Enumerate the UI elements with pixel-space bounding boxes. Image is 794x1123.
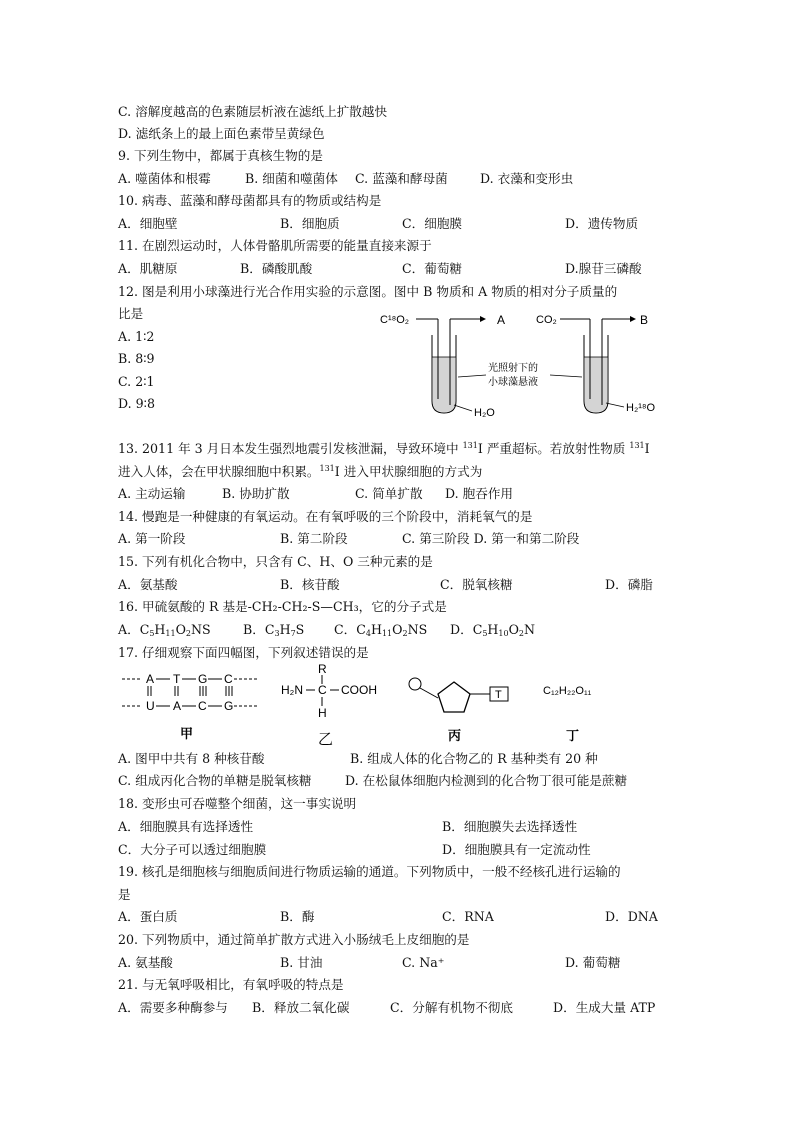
q18-option-d: D．细胞膜具有一定流动性	[442, 842, 591, 857]
q12-option-c: C. 2∶1	[118, 374, 155, 389]
right-gas-label: CO₂	[536, 314, 557, 326]
q19-option-d: D．DNA	[605, 909, 658, 924]
label-jia: 甲	[180, 726, 194, 741]
q12-diagram	[370, 305, 670, 425]
dna-bottom-0: U	[146, 699, 155, 713]
q18-stem: 18. 变形虫可吞噬整个细菌，这一事实说明	[118, 796, 357, 811]
q13-option-a: A. 主动运输	[118, 486, 186, 501]
q16-stem: 16. 甲硫氨酸的 R 基是-CH₂-CH₂-S—CH₃，它的分子式是	[118, 599, 447, 614]
base-t: T	[495, 689, 502, 701]
aa-cooh: COOH	[341, 683, 377, 697]
aa-r: R	[318, 664, 327, 676]
q11-option-c: C．葡萄糖	[402, 261, 463, 276]
q9-option-c: C. 蓝藻和酵母菌	[355, 171, 448, 186]
q20-stem: 20. 下列物质中，通过简单扩散方式进入小肠绒毛上皮细胞的是	[118, 932, 470, 947]
q16-option-c: C．$C_4H_{11}O_2NS$	[334, 622, 428, 638]
q20-option-a: A. 氨基酸	[118, 955, 173, 970]
q17-diagram	[118, 664, 618, 748]
figure-bing	[409, 678, 508, 743]
q15-stem: 15. 下列有机化合物中，只含有 C、H、O 三种元素的是	[118, 554, 433, 569]
q9-option-d: D. 衣藻和变形虫	[480, 171, 574, 186]
q14-stem: 14. 慢跑是一种健康的有氧运动。在有氧呼吸的三个阶段中，消耗氧气的是	[118, 509, 533, 524]
label-yi: 乙	[318, 731, 334, 748]
q11-option-a: A．肌糖原	[118, 261, 178, 276]
q13-stem: 13. 2011 年 3 月日本发生强烈地震引发核泄漏，导致环境中 $^{131}$I 严重超标。若放射性物质 $^{131}$I	[118, 441, 650, 456]
q20-option-d: D. 葡萄糖	[565, 955, 621, 970]
q20-option-c: C. Na⁺	[402, 955, 445, 970]
q21-stem: 21. 与无氧呼吸相比，有氧呼吸的特点是	[118, 977, 344, 992]
right-water-label: H₂¹⁸O	[626, 402, 656, 414]
q12-option-d: D. 9∶8	[118, 396, 155, 411]
q19-option-b: B．酶	[280, 909, 315, 924]
q10-option-a: A．细胞壁	[118, 216, 178, 231]
q11-option-d: D.腺苷三磷酸	[565, 261, 642, 276]
dna-bottom-3: G	[224, 699, 234, 713]
q21-option-b: B．释放二氧化碳	[252, 1000, 350, 1015]
q9-option-a: A. 噬菌体和根霉	[118, 171, 211, 186]
q15-option-c: C．脱氧核糖	[440, 577, 513, 592]
q11-option-b: B．磷酸肌酸	[240, 261, 313, 276]
dna-bottom-1: A	[173, 699, 182, 713]
q21-option-d: D．生成大量 ATP	[553, 1000, 656, 1015]
q17-option-c: C. 组成丙化合物的单糖是脱氧核糖	[118, 773, 312, 788]
right-out-label: B	[640, 313, 649, 327]
aa-h2n: H₂N	[281, 683, 303, 697]
q19-option-c: C．RNA	[442, 909, 494, 924]
dna-top-2: G	[198, 672, 208, 686]
sugar-pentagon	[438, 682, 470, 712]
q14-option-c: C. 第三阶段 D. 第一和第二阶段	[402, 531, 580, 546]
q15-option-d: D．磷脂	[605, 577, 653, 592]
left-out-label: A	[497, 313, 506, 327]
q18-option-b: B．细胞膜失去选择透性	[442, 819, 578, 834]
dna-bottom-2: C	[198, 699, 207, 713]
figure-yi	[281, 664, 377, 748]
left-water-label: H₂O	[474, 407, 495, 419]
q13-stem-cont: 进入人体，会在甲状腺细胞中积累。$^{131}$I 进入甲状腺细胞的方式为	[118, 464, 483, 479]
suspension-label-1: 光照射下的	[488, 363, 538, 374]
q13-option-d: D. 胞吞作用	[445, 486, 514, 501]
q15-option-a: A．氨基酸	[118, 577, 178, 592]
figure-jia	[122, 672, 258, 741]
q20-option-b: B. 甘油	[280, 955, 323, 970]
q21-option-a: A．需要多种酶参与	[118, 1000, 228, 1015]
q16-option-a: A．$C_5H_{11}O_2NS$	[118, 622, 211, 638]
suspension-label-2: 小球藻悬液	[488, 377, 538, 388]
q16-option-b: B．$C_3H_7S$	[243, 622, 305, 638]
q12-option-a: A. 1∶2	[118, 329, 155, 344]
q10-option-c: C．细胞膜	[402, 216, 463, 231]
q8-option-c: C. 溶解度越高的色素随层析液在滤纸上扩散越快	[118, 104, 388, 119]
q9-stem: 9. 下列生物中，都属于真核生物的是	[118, 148, 323, 163]
q14-option-a: A. 第一阶段	[118, 531, 186, 546]
q9-option-b: B. 细菌和噬菌体	[245, 171, 338, 186]
q12-option-b: B. 8∶9	[118, 351, 155, 366]
q17-option-b: B. 组成人体的化合物乙的 R 基种类有 20 种	[350, 751, 598, 766]
label-bing: 丙	[448, 728, 462, 743]
q12-stem-cont: 比是	[118, 306, 144, 321]
q13-option-b: B. 协助扩散	[222, 486, 290, 501]
q13-option-c: C. 简单扩散	[355, 486, 423, 501]
figure-ding	[543, 685, 592, 743]
q15-option-b: B．核苷酸	[280, 577, 340, 592]
q19-stem-cont: 是	[118, 887, 131, 902]
q18-option-a: A．细胞膜具有选择透性	[118, 819, 254, 834]
q17-option-a: A. 图甲中共有 8 种核苷酸	[118, 751, 265, 766]
q19-stem: 19. 核孔是细胞核与细胞质间进行物质运输的通道。下列物质中，一般不经核孔进行运输的	[118, 864, 621, 879]
formula-ding: C₁₂H₂₂O₁₁	[543, 685, 592, 697]
dna-top-3: C	[224, 672, 233, 686]
label-ding: 丁	[566, 728, 580, 743]
dna-top-1: T	[173, 672, 181, 686]
q10-option-b: B．细胞质	[280, 216, 340, 231]
q16-option-d: D．$C_5H_{10}O_2N$	[450, 622, 536, 638]
q19-option-a: A．蛋白质	[118, 909, 178, 924]
q12-stem: 12. 图是利用小球藻进行光合作用实验的示意图。图中 B 物质和 A 物质的相对分子质量的	[118, 284, 618, 299]
q11-stem: 11. 在剧烈运动时，人体骨骼肌所需要的能量直接来源于	[118, 238, 432, 253]
q18-option-c: C．大分子可以透过细胞膜	[118, 842, 267, 857]
dna-top-0: A	[146, 672, 155, 686]
aa-c: C	[318, 683, 327, 697]
q17-option-d: D. 在松鼠体细胞内检测到的化合物丁很可能是蔗糖	[345, 773, 628, 788]
phosphate-circle	[409, 678, 421, 690]
q8-option-d: D. 滤纸条上的最上面色素带呈黄绿色	[118, 126, 325, 141]
left-gas-label: C¹⁸O₂	[380, 314, 410, 326]
q17-stem: 17. 仔细观察下面四幅图，下列叙述错误的是	[118, 645, 369, 660]
q10-option-d: D．遗传物质	[565, 216, 639, 231]
q21-option-c: C．分解有机物不彻底	[390, 1000, 513, 1015]
q10-stem: 10. 病毒、蓝藻和酵母菌都具有的物质或结构是	[118, 193, 382, 208]
q14-option-b: B. 第二阶段	[280, 531, 348, 546]
aa-h: H	[318, 706, 327, 720]
